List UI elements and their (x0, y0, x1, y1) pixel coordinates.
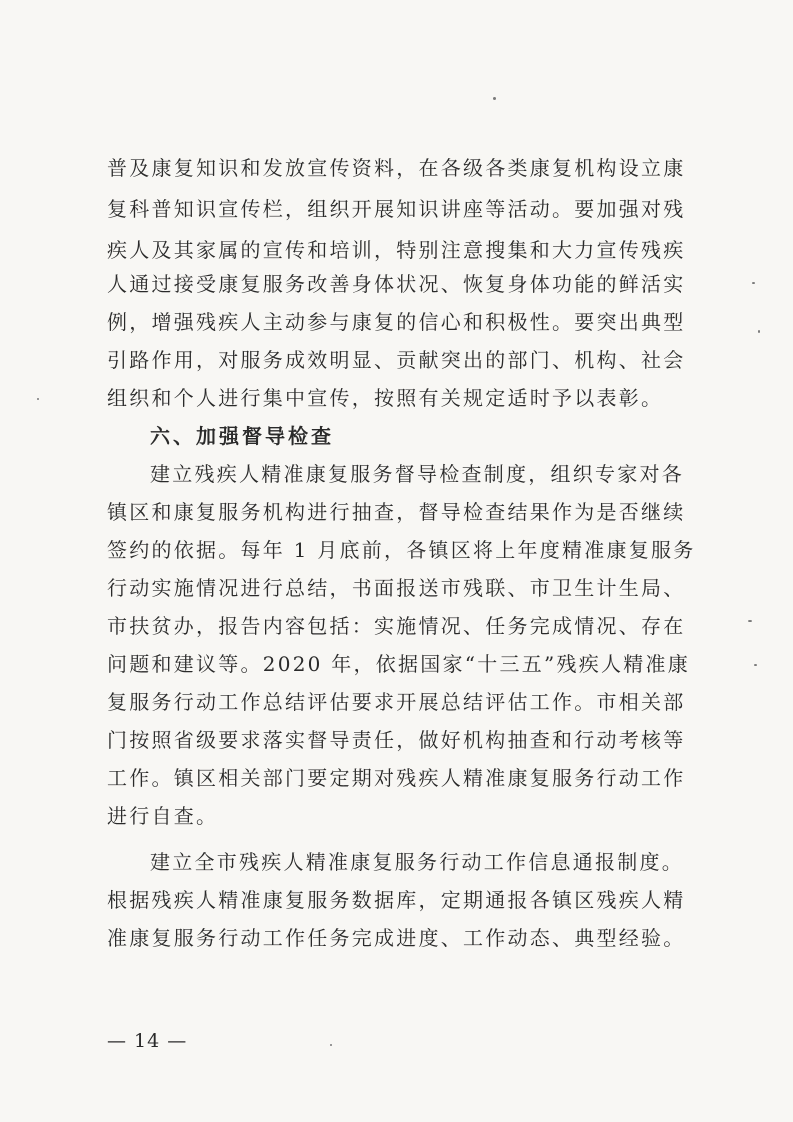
paragraph-line: 镇区和康复服务机构进行抽查，督导检查结果作为是否继续 (107, 500, 686, 524)
section-heading: 六、加强督导检查 (150, 424, 334, 448)
paragraph-line: 签约的依据。每年 1 月底前，各镇区将上年度精准康复服务 (107, 538, 696, 562)
paragraph-line: 市扶贫办，报告内容包括：实施情况、任务完成情况、存在 (107, 614, 686, 638)
page-number: — 14 — (107, 1030, 188, 1052)
paragraph-line: 建立全市残疾人精准康复服务行动工作信息通报制度。 (150, 850, 684, 874)
paragraph-line: 复科普知识宣传栏，组织开展知识讲座等活动。要加强对残 (107, 197, 686, 221)
paragraph-line: 工作。镇区相关部门要定期对残疾人精准康复服务行动工作 (107, 766, 686, 790)
scan-speck (330, 1044, 332, 1046)
scan-speck (758, 330, 760, 333)
paragraph-line: 准康复服务行动工作任务完成进度、工作动态、典型经验。 (107, 926, 686, 950)
paragraph-line: 人通过接受康复服务改善身体状况、恢复身体功能的鲜活实 (107, 272, 686, 296)
paragraph-line: 问题和建议等。2020 年，依据国家“十三五”残疾人精准康 (107, 652, 690, 676)
paragraph-line: 复服务行动工作总结评估要求开展总结评估工作。市相关部 (107, 690, 686, 714)
paragraph-line: 根据残疾人精准康复服务数据库，定期通报各镇区残疾人精 (107, 888, 686, 912)
scan-speck (748, 620, 752, 622)
paragraph-line: 例，增强残疾人主动参与康复的信心和积极性。要突出典型 (107, 310, 686, 334)
scan-speck (752, 282, 755, 284)
scan-speck (493, 97, 496, 100)
paragraph-line: 普及康复知识和发放宣传资料，在各级各类康复机构设立康 (107, 156, 686, 180)
paragraph-line: 组织和个人进行集中宣传，按照有关规定适时予以表彰。 (107, 386, 664, 410)
paragraph-line: 疾人及其家属的宣传和培训，特别注意搜集和大力宣传残疾 (107, 238, 686, 262)
scan-speck (37, 398, 39, 400)
paragraph-line: 引路作用，对服务成效明显、贡献突出的部门、机构、社会 (107, 348, 686, 372)
paragraph-line: 进行自查。 (107, 804, 219, 828)
paragraph-line: 行动实施情况进行总结，书面报送市残联、市卫生计生局、 (107, 576, 686, 600)
paragraph-line: 门按照省级要求落实督导责任，做好机构抽查和行动考核等 (107, 728, 686, 752)
paragraph-line: 建立残疾人精准康复服务督导检查制度，组织专家对各 (150, 462, 684, 486)
scan-speck (754, 664, 757, 666)
